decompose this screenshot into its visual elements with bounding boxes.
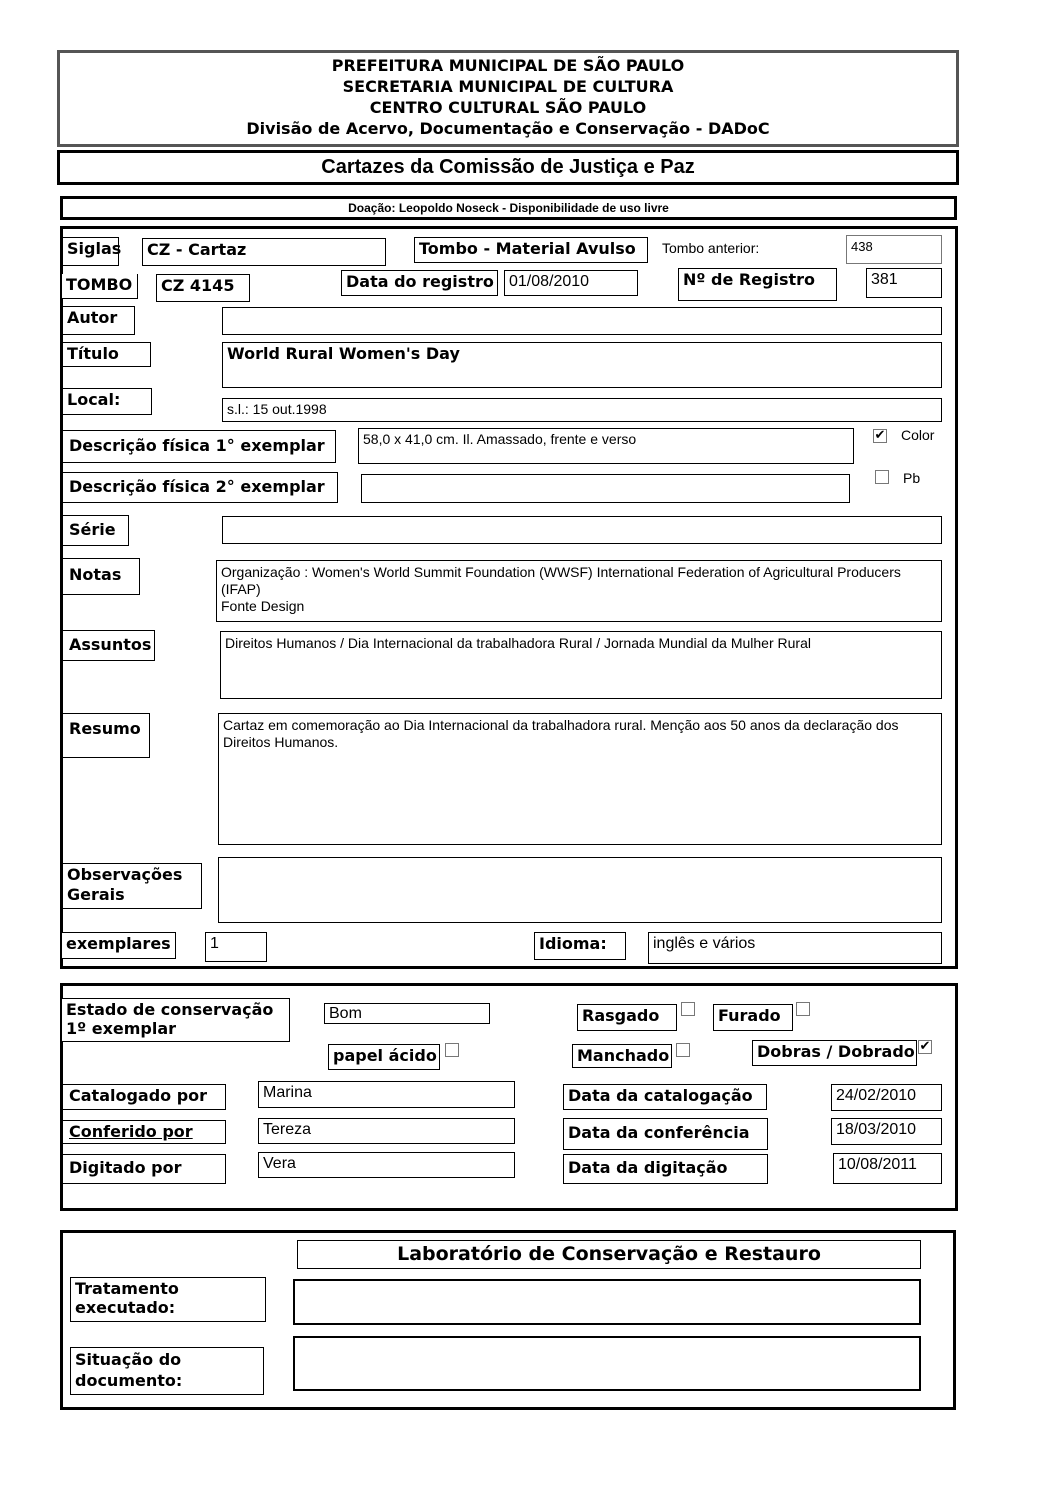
situacao-label: Situação do documento:: [70, 1347, 264, 1395]
furado-label: Furado: [713, 1004, 793, 1031]
manchado-checkbox[interactable]: [676, 1043, 690, 1057]
pb-checkbox[interactable]: [875, 470, 889, 484]
local-label: Local:: [62, 388, 152, 415]
manchado-label: Manchado: [572, 1044, 672, 1068]
estado-field[interactable]: Bom: [324, 1003, 490, 1024]
descricao-1-label: Descrição física 1° exemplar: [62, 430, 336, 463]
data-registro-label: Data do registro: [341, 270, 498, 296]
data-digitacao-label: Data da digitação: [563, 1154, 768, 1184]
papel-acido-label: papel ácido: [328, 1044, 440, 1070]
estado-label: Estado de conservação 1º exemplar: [62, 998, 290, 1042]
data-conferencia-field[interactable]: 18/03/2010: [831, 1118, 942, 1145]
conferido-field[interactable]: Tereza: [258, 1118, 515, 1144]
data-registro-field[interactable]: 01/08/2010: [504, 270, 638, 296]
titulo-field[interactable]: World Rural Women's Day: [222, 342, 942, 388]
descricao-1-field[interactable]: 58,0 x 41,0 cm. Il. Amassado, frente e verso: [358, 428, 854, 464]
idioma-field[interactable]: inglês e vários: [648, 932, 942, 964]
rasgado-checkbox[interactable]: [681, 1002, 695, 1016]
exemplares-field[interactable]: 1: [205, 932, 267, 962]
resumo-label: Resumo: [62, 713, 150, 758]
digitado-label: Digitado por: [62, 1154, 226, 1184]
dobras-label: Dobras / Dobrado: [752, 1040, 917, 1066]
autor-label: Autor: [62, 306, 135, 335]
autor-field[interactable]: [222, 307, 942, 335]
tombo-anterior-label: Tombo anterior:: [662, 240, 760, 256]
assuntos-field[interactable]: Direitos Humanos / Dia Internacional da trabalhadora Rural / Jornada Mundial da Mulher Rural: [220, 631, 942, 699]
exemplares-label: exemplares: [62, 932, 176, 959]
situacao-field[interactable]: [293, 1336, 921, 1391]
notas-label: Notas: [62, 558, 140, 595]
assuntos-label: Assuntos: [62, 630, 155, 661]
num-registro-label: Nº de Registro: [678, 268, 837, 301]
header-line-2: SECRETARIA MUNICIPAL DE CULTURA: [342, 77, 674, 96]
tombo-label: TOMBO: [62, 274, 138, 299]
catalogado-label: Catalogado por: [62, 1084, 226, 1110]
lab-title: Laboratório de Conservação e Restauro: [297, 1240, 921, 1269]
donation-banner: [60, 196, 957, 220]
collection-title: [57, 150, 959, 185]
data-digitacao-field[interactable]: 10/08/2011: [833, 1153, 942, 1184]
notas-field[interactable]: Organização : Women's World Summit Foundation (WWSF) International Federation of Agricultural Producers (IFAP) Fonte Design: [216, 560, 942, 622]
catalogado-field[interactable]: Marina: [258, 1081, 515, 1108]
data-catalogacao-field[interactable]: 24/02/2010: [831, 1084, 942, 1111]
conferido-label: Conferido por: [62, 1120, 226, 1144]
color-label: Color: [901, 427, 935, 443]
donation-text: Doação: Leopoldo Noseck - Disponibilidade de uso livre: [348, 201, 669, 215]
digitado-field[interactable]: Vera: [258, 1152, 515, 1178]
observacoes-field[interactable]: [218, 857, 942, 923]
header-line-1: PREFEITURA MUNICIPAL DE SÃO PAULO: [331, 56, 685, 75]
resumo-field[interactable]: Cartaz em comemoração ao Dia Internacional da trabalhadora rural. Menção aos 50 anos da declaração dos Direitos Humanos.: [218, 713, 942, 845]
data-conferencia-label: Data da conferência: [563, 1118, 768, 1150]
observacoes-label: Observações Gerais: [62, 863, 202, 909]
papel-acido-checkbox[interactable]: [445, 1043, 459, 1057]
siglas-label: Siglas: [62, 237, 119, 266]
tombo-anterior-field[interactable]: 438: [846, 235, 942, 264]
pb-label: Pb: [903, 470, 921, 486]
data-catalogacao-label: Data da catalogação: [563, 1084, 767, 1110]
serie-label: Série: [62, 515, 129, 546]
num-registro-field[interactable]: 381: [866, 268, 942, 298]
descricao-2-label: Descrição física 2° exemplar: [62, 472, 338, 503]
tratamento-field[interactable]: [293, 1279, 921, 1325]
dobras-checkbox[interactable]: ✔: [919, 1039, 931, 1054]
header-line-3: CENTRO CULTURAL SÃO PAULO: [369, 98, 647, 117]
tombo-material-label: Tombo - Material Avulso: [414, 237, 648, 263]
furado-checkbox[interactable]: [796, 1002, 810, 1016]
tombo-field[interactable]: CZ 4145: [156, 274, 250, 302]
idioma-label: Idioma:: [534, 932, 626, 960]
titulo-label: Título: [62, 342, 151, 367]
institution-header: [57, 50, 959, 147]
collection-title-text: Cartazes da Comissão de Justiça e Paz: [321, 156, 695, 178]
serie-field[interactable]: [222, 516, 942, 544]
tratamento-label: Tratamento executado:: [70, 1277, 266, 1322]
header-line-4: Divisão de Acervo, Documentação e Conservação - DADoC: [246, 119, 770, 138]
local-field[interactable]: s.l.: 15 out.1998: [222, 398, 942, 422]
rasgado-label: Rasgado: [577, 1004, 677, 1031]
color-checkbox[interactable]: ✔: [874, 428, 886, 443]
siglas-field[interactable]: CZ - Cartaz: [142, 238, 386, 266]
descricao-2-field[interactable]: [361, 474, 850, 503]
